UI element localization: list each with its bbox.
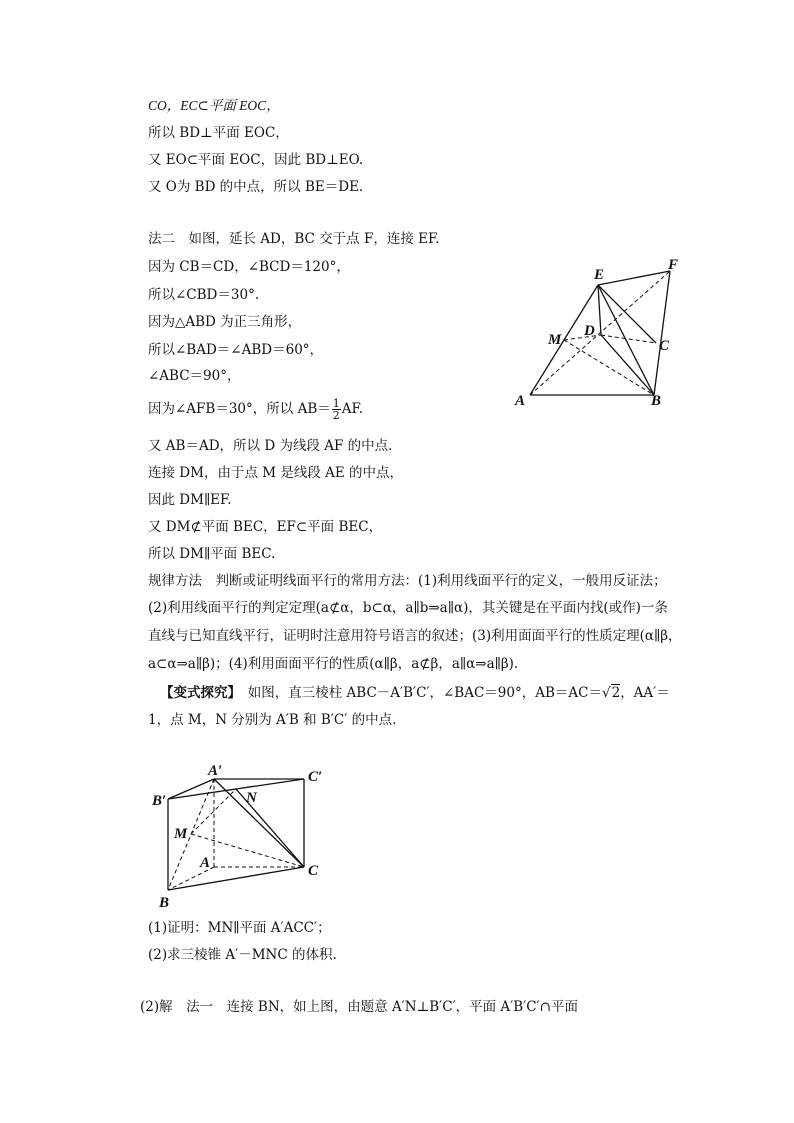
proof-line-1: CO，EC⊂平面 EOC， [148,98,280,113]
label-E: E [594,267,605,283]
label-C-prime: C′ [308,769,323,785]
variant-line-1-post: ，AA′＝ [620,685,670,701]
label-A: A [200,855,211,871]
label-M: M [548,332,562,348]
proof-line-2: 所以 BD⊥平面 EOC， [148,125,289,141]
edge-EF [598,271,670,285]
label-C: C [659,338,670,354]
method2-line-6-pre: 因为∠AFB＝30°，所以 AB＝ [148,401,331,417]
sqrt-symbol: √ [601,685,611,701]
edge-EC [598,285,656,343]
method2-line-8: 连接 DM，由于点 M 是线段 AE 的中点， [148,465,404,481]
rule-line-4: a⊂α⇒a∥β)；(4)利用面面平行的性质(α∥β，a⊄β，a∥α⇒a∥β). [148,656,519,672]
edge-EB [598,285,654,395]
method2-line-5: ∠ABC＝90°， [148,368,241,384]
figure-pyramid [508,255,708,415]
sqrt-value: 2 [611,685,621,701]
proof-line-3: 又 EO⊂平面 EOC，因此 BD⊥EO. [148,152,364,168]
label-B-prime: B′ [152,793,167,809]
edge-ED [598,285,601,335]
label-D: D [584,323,595,339]
rule-line-3: 直线与已知直线平行，证明时注意用符号语言的叙述；(3)利用面面平行的性质定理(α∥β， [148,628,682,644]
variant-tag: 【变式探究】 [160,685,241,701]
method2-line-1: 因为 CB＝CD，∠BCD＝120°， [148,259,350,275]
method2-line-11: 所以 DM∥平面 BEC. [148,546,276,562]
figure-prism [148,755,348,915]
solution-line-1: (2)解 法一 连接 BN，如上图，由题意 A′N⊥B′C′，平面 A′B′C′∩平面 [140,999,578,1015]
method2-intro-line [148,230,440,248]
rule-line-1: 规律方法 判断或证明线面平行的常用方法：(1)利用线面平行的定义，一般用反证法； [148,573,667,589]
method2-line-6-post: AF. [341,401,364,417]
method2-line-9: 因此 DM∥EF. [148,492,232,508]
edge-FB [654,271,670,395]
method2-intro: 如图，延长 AD，BC 交于点 F，连接 EF. [188,231,440,247]
question-1: (1)证明：MN∥平面 A′ACC′； [148,920,331,936]
edge-DC [601,335,656,343]
label-F: F [668,257,679,273]
variant-line-2: 1，点 M，N 分别为 A′B 和 B′C′ 的中点. [148,712,397,728]
variant-line-1 [160,684,670,702]
label-C: C [308,863,319,879]
method2-line-7: 又 AB＝AD，所以 D 为线段 AF 的中点. [148,438,393,454]
method2-line-4: 所以∠BAD＝∠ABD＝60°， [148,342,324,358]
label-B: B [651,393,662,409]
prism-solid-edges [168,779,304,890]
method2-line-6 [148,398,363,421]
rule-line-2: (2)利用线面平行的判定定理(a⊄α，b⊂α，a∥b⇒a∥α)，其关键是在平面内找(或作)一条 [148,600,668,616]
method2-heading: 法二 [148,231,175,247]
label-A-prime: A′ [208,763,223,779]
label-A: A [515,393,526,409]
method2-line-3: 因为△ABD 为正三角形， [148,314,302,330]
label-N: N [246,790,257,806]
edge-BC [168,867,304,890]
fraction-half [332,398,341,421]
label-B: B [159,895,170,911]
fraction-numerator: 1 [332,397,340,410]
method2-line-10: 又 DM⊄平面 BEC，EF⊂平面 BEC， [148,519,383,535]
question-2: (2)求三棱锥 A′－MNC 的体积. [148,947,337,963]
label-M: M [174,826,188,842]
proof-line-4: 又 O为 BD 的中点，所以 BE＝DE. [148,179,364,195]
variant-line-1-pre: 如图，直三棱柱 ABC－A′B′C′，∠BAC＝90°，AB＝AC＝ [247,685,602,701]
fraction-denominator: 2 [332,409,340,422]
method2-line-2: 所以∠CBD＝30°. [148,287,260,303]
